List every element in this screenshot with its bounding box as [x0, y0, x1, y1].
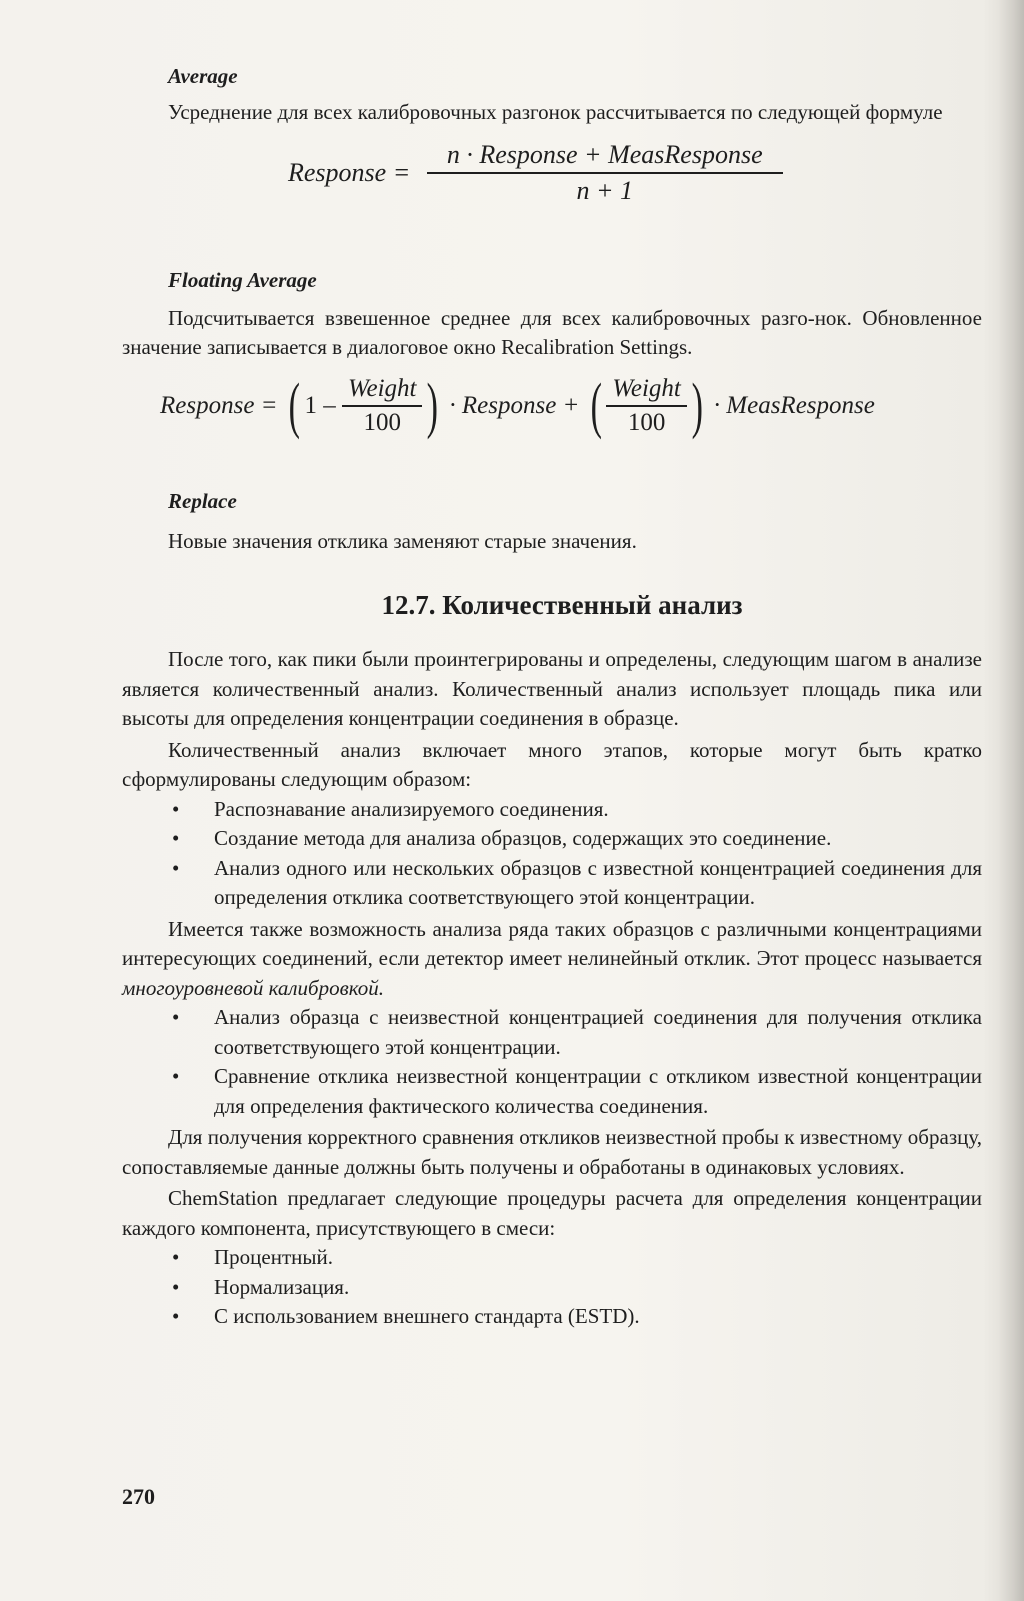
bullet-icon: •	[172, 1304, 180, 1328]
formula-fa-mid: · Response +	[449, 391, 580, 419]
list-item-text: Анализ образца с неизвестной концентрацией соединения для получения отклика соответствующего этой концентрации.	[214, 1005, 982, 1059]
body-paragraph-3-italic: многоуровневой калибровкой.	[122, 975, 384, 1000]
list-item-text: Нормализация.	[214, 1274, 350, 1299]
bullet-icon: •	[172, 826, 180, 850]
list-item	[122, 854, 982, 913]
formula-fa-tail: · MeasResponse	[713, 391, 875, 419]
list-item	[122, 1273, 982, 1303]
list-item	[122, 824, 982, 854]
heading-floating-average: Floating Average	[168, 267, 317, 292]
body-paragraph-1: После того, как пики были проинтегрированы и определены, следующим шагом в анализе является количественный анализ. Количественный анализ использует площадь пика или высоты для определения концентрации соединения в образце.	[122, 647, 982, 730]
formula-average-lhs: Response =	[288, 157, 411, 187]
bullet-icon: •	[172, 1005, 180, 1029]
formula-average-fraction	[427, 140, 783, 206]
formula-average	[288, 140, 982, 236]
formula-fa-open-paren: (	[288, 371, 300, 440]
page-content	[122, 62, 982, 1332]
body-paragraph-3	[122, 915, 982, 1004]
bullet-list-2	[122, 1003, 982, 1121]
formula-average-denominator: n + 1	[427, 172, 783, 206]
formula-fa-one-minus: 1 –	[304, 391, 336, 419]
heading-replace: Replace	[168, 488, 237, 513]
section-title: 12.7. Количественный анализ	[381, 590, 743, 620]
bullet-list-3	[122, 1243, 982, 1332]
list-item	[122, 1003, 982, 1062]
list-item	[122, 1062, 982, 1121]
bullet-icon: •	[172, 855, 180, 880]
list-item-text: С использованием внешнего стандарта (ESTD).	[214, 1304, 640, 1328]
list-item	[122, 1302, 982, 1332]
formula-fa-fraction-2	[606, 375, 687, 437]
list-item	[122, 795, 982, 825]
body-paragraph-3-text: Имеется также возможность анализа ряда таких образцов с различными концентрациями интересующих соединений, если детектор имеет нелинейный отклик. Этот процесс называется	[122, 916, 982, 970]
list-item-text: Сравнение отклика неизвестной концентрации с откликом известной концентрации для определения фактического количества соединения.	[214, 1064, 982, 1118]
page-edge-shadow	[998, 0, 1024, 1601]
formula-fa-lhs: Response =	[160, 391, 278, 419]
list-item-text: Анализ одного или нескольких образцов с известной концентрацией соединения для определения отклика соответствующего этой концентрации.	[214, 855, 982, 909]
formula-fa-fraction-1	[342, 375, 423, 437]
bullet-icon: •	[172, 1064, 180, 1088]
average-text: Усреднение для всех калибровочных разгонок рассчитывается по следующей формуле	[168, 100, 943, 124]
formula-fa-weight-1: Weight	[347, 374, 417, 402]
formula-floating-average	[160, 371, 982, 459]
formula-fa-close-paren: )	[427, 371, 439, 440]
formula-fa-weight-2: Weight	[612, 374, 681, 402]
formula-average-numerator: n · Response + MeasResponse	[446, 139, 763, 169]
list-item-text: Распознавание анализируемого соединения.	[214, 796, 609, 821]
formula-fa-close-paren-2: )	[691, 371, 703, 440]
bullet-list-1	[122, 795, 982, 913]
heading-average: Average	[168, 64, 238, 88]
formula-fa-hundred-2: 100	[606, 405, 687, 437]
bullet-icon: •	[172, 1245, 180, 1269]
list-item	[122, 1243, 982, 1273]
page-number: 270	[122, 1484, 155, 1509]
floating-average-text: Подсчитывается взвешенное среднее для всех калибровочных разго-нок. Обновленное значение записывается в диалоговое окно Recalibration Settings.	[122, 305, 982, 359]
body-paragraph-4: Для получения корректного сравнения откликов неизвестной пробы к известному образцу, сопоставляемые данные должны быть получены и обработаны в одинаковых условиях.	[122, 1125, 982, 1179]
bullet-icon: •	[172, 1274, 180, 1299]
body-paragraph-5: ChemStation предлагает следующие процедуры расчета для определения концентрации каждого компонента, присутствующего в смеси:	[122, 1186, 982, 1240]
bullet-icon: •	[172, 796, 180, 821]
list-item-text: Создание метода для анализа образцов, содержащих это соединение.	[214, 826, 832, 850]
formula-fa-hundred-1: 100	[342, 405, 423, 437]
formula-fa-open-paren-2: (	[590, 371, 602, 440]
list-item-text: Процентный.	[214, 1245, 333, 1269]
replace-text: Новые значения отклика заменяют старые значения.	[168, 528, 637, 553]
body-paragraph-2: Количественный анализ включает много этапов, которые могут быть кратко сформулированы следующим образом:	[122, 737, 982, 791]
